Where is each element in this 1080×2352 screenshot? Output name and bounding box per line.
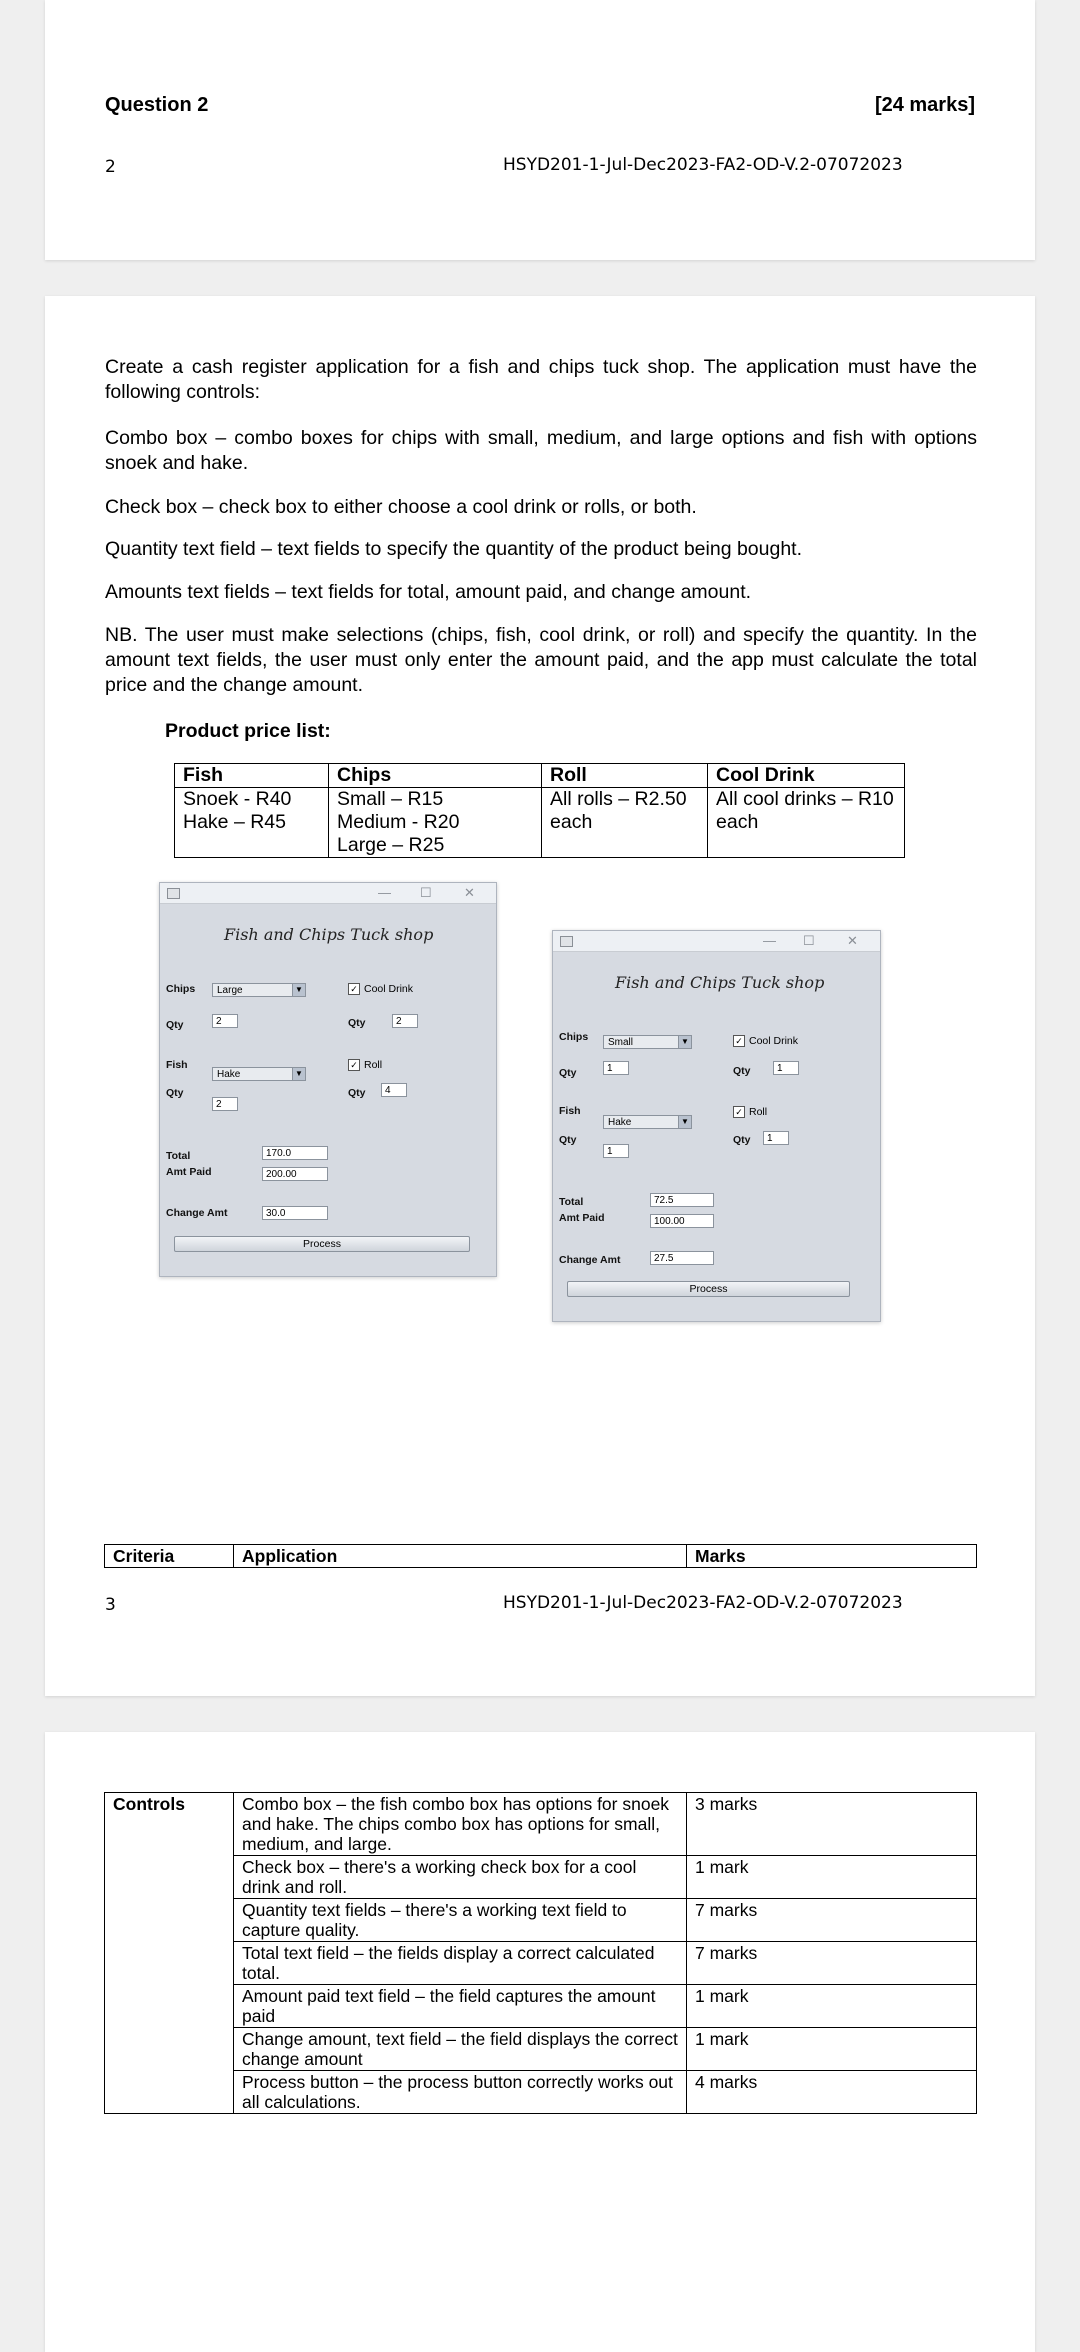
application-cell: Amount paid text field – the field captures the amount paid	[234, 1985, 687, 2028]
marks-cell: 3 marks	[687, 1793, 977, 1856]
marks-header: Marks	[687, 1545, 977, 1568]
fish-combo-value: Hake	[608, 1117, 632, 1128]
price-list-title: Product price list:	[165, 720, 331, 742]
total-label: Total	[559, 1196, 584, 1208]
question-title: Question 2	[105, 94, 209, 116]
roll-qty-field[interactable]: 4	[381, 1083, 407, 1097]
fish-label: Fish	[166, 1059, 188, 1071]
checkbox-checked-icon: ✓	[733, 1106, 745, 1118]
price-header: Cool Drink	[708, 764, 905, 788]
app-title: Fish and Chips Tuck shop	[224, 925, 434, 944]
paragraph: Amounts text fields – text fields for total, amount paid, and change amount.	[105, 581, 752, 603]
chevron-down-icon: ▼	[678, 1116, 691, 1128]
minimize-icon[interactable]: —	[763, 933, 776, 948]
qty-label: Qty	[559, 1067, 577, 1079]
process-button[interactable]: Process	[567, 1281, 850, 1297]
chips-label: Chips	[559, 1031, 589, 1043]
application-cell: Combo box – the fish combo box has options for snoek and hake. The chips combo box has options for small, medium, and large.	[234, 1793, 687, 1856]
page-1	[45, 0, 1035, 260]
paragraph: Quantity text field – text fields to specify the quantity of the product being bought.	[105, 538, 803, 560]
fish-combo[interactable]	[212, 1067, 306, 1081]
qty-label: Qty	[733, 1134, 751, 1146]
chips-combo-value: Large	[217, 985, 243, 996]
close-icon[interactable]: ✕	[847, 933, 858, 948]
qty-label: Qty	[166, 1087, 184, 1099]
doc-code: HSYD201-1-Jul-Dec2023-FA2-OD-V.2-07072023	[503, 155, 903, 175]
qty-label: Qty	[348, 1017, 366, 1029]
minimize-icon[interactable]: —	[378, 885, 391, 900]
page-3	[45, 1732, 1035, 2352]
fish-prices	[175, 788, 329, 858]
drink-qty-field[interactable]: 2	[392, 1014, 418, 1028]
qty-label: Qty	[348, 1087, 366, 1099]
total-field[interactable]: 72.5	[650, 1193, 714, 1207]
maximize-icon[interactable]: ☐	[803, 933, 815, 948]
process-button[interactable]: Process	[174, 1236, 470, 1252]
chips-combo-value: Small	[608, 1037, 634, 1048]
page-number: 2	[105, 157, 116, 177]
fish-qty-field[interactable]: 2	[212, 1097, 238, 1111]
app-window-2	[552, 930, 881, 1322]
change-field[interactable]: 30.0	[262, 1206, 328, 1220]
roll-qty-field[interactable]: 1	[763, 1131, 789, 1145]
roll-label: Roll	[364, 1059, 383, 1071]
criteria-controls: Controls	[105, 1793, 234, 2114]
amt-paid-field[interactable]: 200.00	[262, 1167, 328, 1181]
doc-code: HSYD201-1-Jul-Dec2023-FA2-OD-V.2-07072023	[503, 1593, 903, 1613]
price-header: Chips	[329, 764, 542, 788]
marks-cell: 1 mark	[687, 1856, 977, 1899]
application-header: Application	[234, 1545, 687, 1568]
marks-cell: 1 mark	[687, 2028, 977, 2071]
application-cell: Change amount, text field – the field displays the correct change amount	[234, 2028, 687, 2071]
criteria-table	[104, 1792, 977, 2114]
fish-label: Fish	[559, 1105, 581, 1117]
chips-qty-field[interactable]: 2	[212, 1014, 238, 1028]
checkbox-checked-icon: ✓	[348, 1059, 360, 1071]
chips-combo[interactable]	[212, 983, 306, 997]
application-cell: Total text field – the fields display a correct calculated total.	[234, 1942, 687, 1985]
chips-label: Chips	[166, 983, 196, 995]
criteria-header-table	[104, 1544, 977, 1568]
drink-qty-field[interactable]: 1	[773, 1061, 799, 1075]
paragraph: Check box – check box to either choose a cool drink or rolls, or both.	[105, 496, 697, 518]
amt-paid-label: Amt Paid	[166, 1166, 212, 1178]
fish-qty-field[interactable]: 1	[603, 1144, 629, 1158]
price-header: Roll	[542, 764, 708, 788]
cool-drink-label: Cool Drink	[749, 1035, 799, 1047]
change-field[interactable]: 27.5	[650, 1251, 714, 1265]
window-icon	[167, 888, 180, 899]
chips-qty-field[interactable]: 1	[603, 1061, 629, 1075]
price-header: Fish	[175, 764, 329, 788]
paragraph: NB. The user must make selections (chips, fish, cool drink, or roll) and specify the quantity. In the amount text fields, the user must only enter the amount paid, and the app must calculate the total price and the change amount.	[105, 624, 977, 696]
close-icon[interactable]: ✕	[464, 885, 475, 900]
price-table	[174, 763, 905, 858]
marks-cell: 7 marks	[687, 1942, 977, 1985]
marks-cell: 7 marks	[687, 1899, 977, 1942]
application-cell: Check box – there's a working check box for a cool drink and roll.	[234, 1856, 687, 1899]
title-bar	[553, 931, 880, 952]
change-label: Change Amt	[166, 1207, 228, 1219]
total-field[interactable]: 170.0	[262, 1146, 328, 1160]
marks-cell: 4 marks	[687, 2071, 977, 2114]
paragraph: Create a cash register application for a fish and chips tuck shop. The application must have the following controls:	[105, 356, 977, 403]
checkbox-checked-icon: ✓	[733, 1035, 745, 1047]
application-cell: Quantity text fields – there's a working text field to capture quality.	[234, 1899, 687, 1942]
question-marks: [24 marks]	[874, 94, 975, 116]
roll-check[interactable]	[733, 1106, 767, 1118]
chevron-down-icon: ▼	[292, 1068, 305, 1080]
fish-combo-value: Hake	[217, 1069, 241, 1080]
change-label: Change Amt	[559, 1254, 621, 1266]
chips-combo[interactable]	[603, 1035, 692, 1049]
chevron-down-icon: ▼	[678, 1036, 691, 1048]
price-item: Large – R25	[337, 834, 445, 856]
cool-drink-check[interactable]	[733, 1035, 798, 1047]
price-item: Snoek - R40	[183, 788, 292, 810]
fish-combo[interactable]	[603, 1115, 692, 1129]
page-number: 3	[105, 1595, 116, 1615]
marks-cell: 1 mark	[687, 1985, 977, 2028]
drink-price: All cool drinks – R10 each	[708, 788, 905, 858]
chevron-down-icon: ▼	[292, 984, 305, 996]
paragraph: Combo box – combo boxes for chips with small, medium, and large options and fish with options snoek and hake.	[105, 427, 977, 474]
price-item: Medium - R20	[337, 811, 460, 833]
roll-check[interactable]	[348, 1059, 382, 1071]
amt-paid-label: Amt Paid	[559, 1212, 605, 1224]
qty-label: Qty	[733, 1065, 751, 1077]
app-window-1	[159, 882, 497, 1277]
maximize-icon[interactable]: ☐	[420, 885, 432, 900]
cool-drink-label: Cool Drink	[364, 983, 414, 995]
window-icon	[560, 936, 573, 947]
qty-label: Qty	[559, 1134, 577, 1146]
page-2	[45, 296, 1035, 1696]
total-label: Total	[166, 1150, 191, 1162]
app-title: Fish and Chips Tuck shop	[615, 973, 825, 992]
checkbox-checked-icon: ✓	[348, 983, 360, 995]
title-bar	[160, 883, 496, 904]
price-item: Hake – R45	[183, 811, 286, 833]
cool-drink-check[interactable]	[348, 983, 413, 995]
criteria-header: Criteria	[105, 1545, 234, 1568]
price-item: Small – R15	[337, 788, 444, 810]
amt-paid-field[interactable]: 100.00	[650, 1214, 714, 1228]
roll-price: All rolls – R2.50 each	[542, 788, 708, 858]
chips-prices	[329, 788, 542, 858]
qty-label: Qty	[166, 1019, 184, 1031]
application-cell: Process button – the process button correctly works out all calculations.	[234, 2071, 687, 2114]
roll-label: Roll	[749, 1106, 768, 1118]
